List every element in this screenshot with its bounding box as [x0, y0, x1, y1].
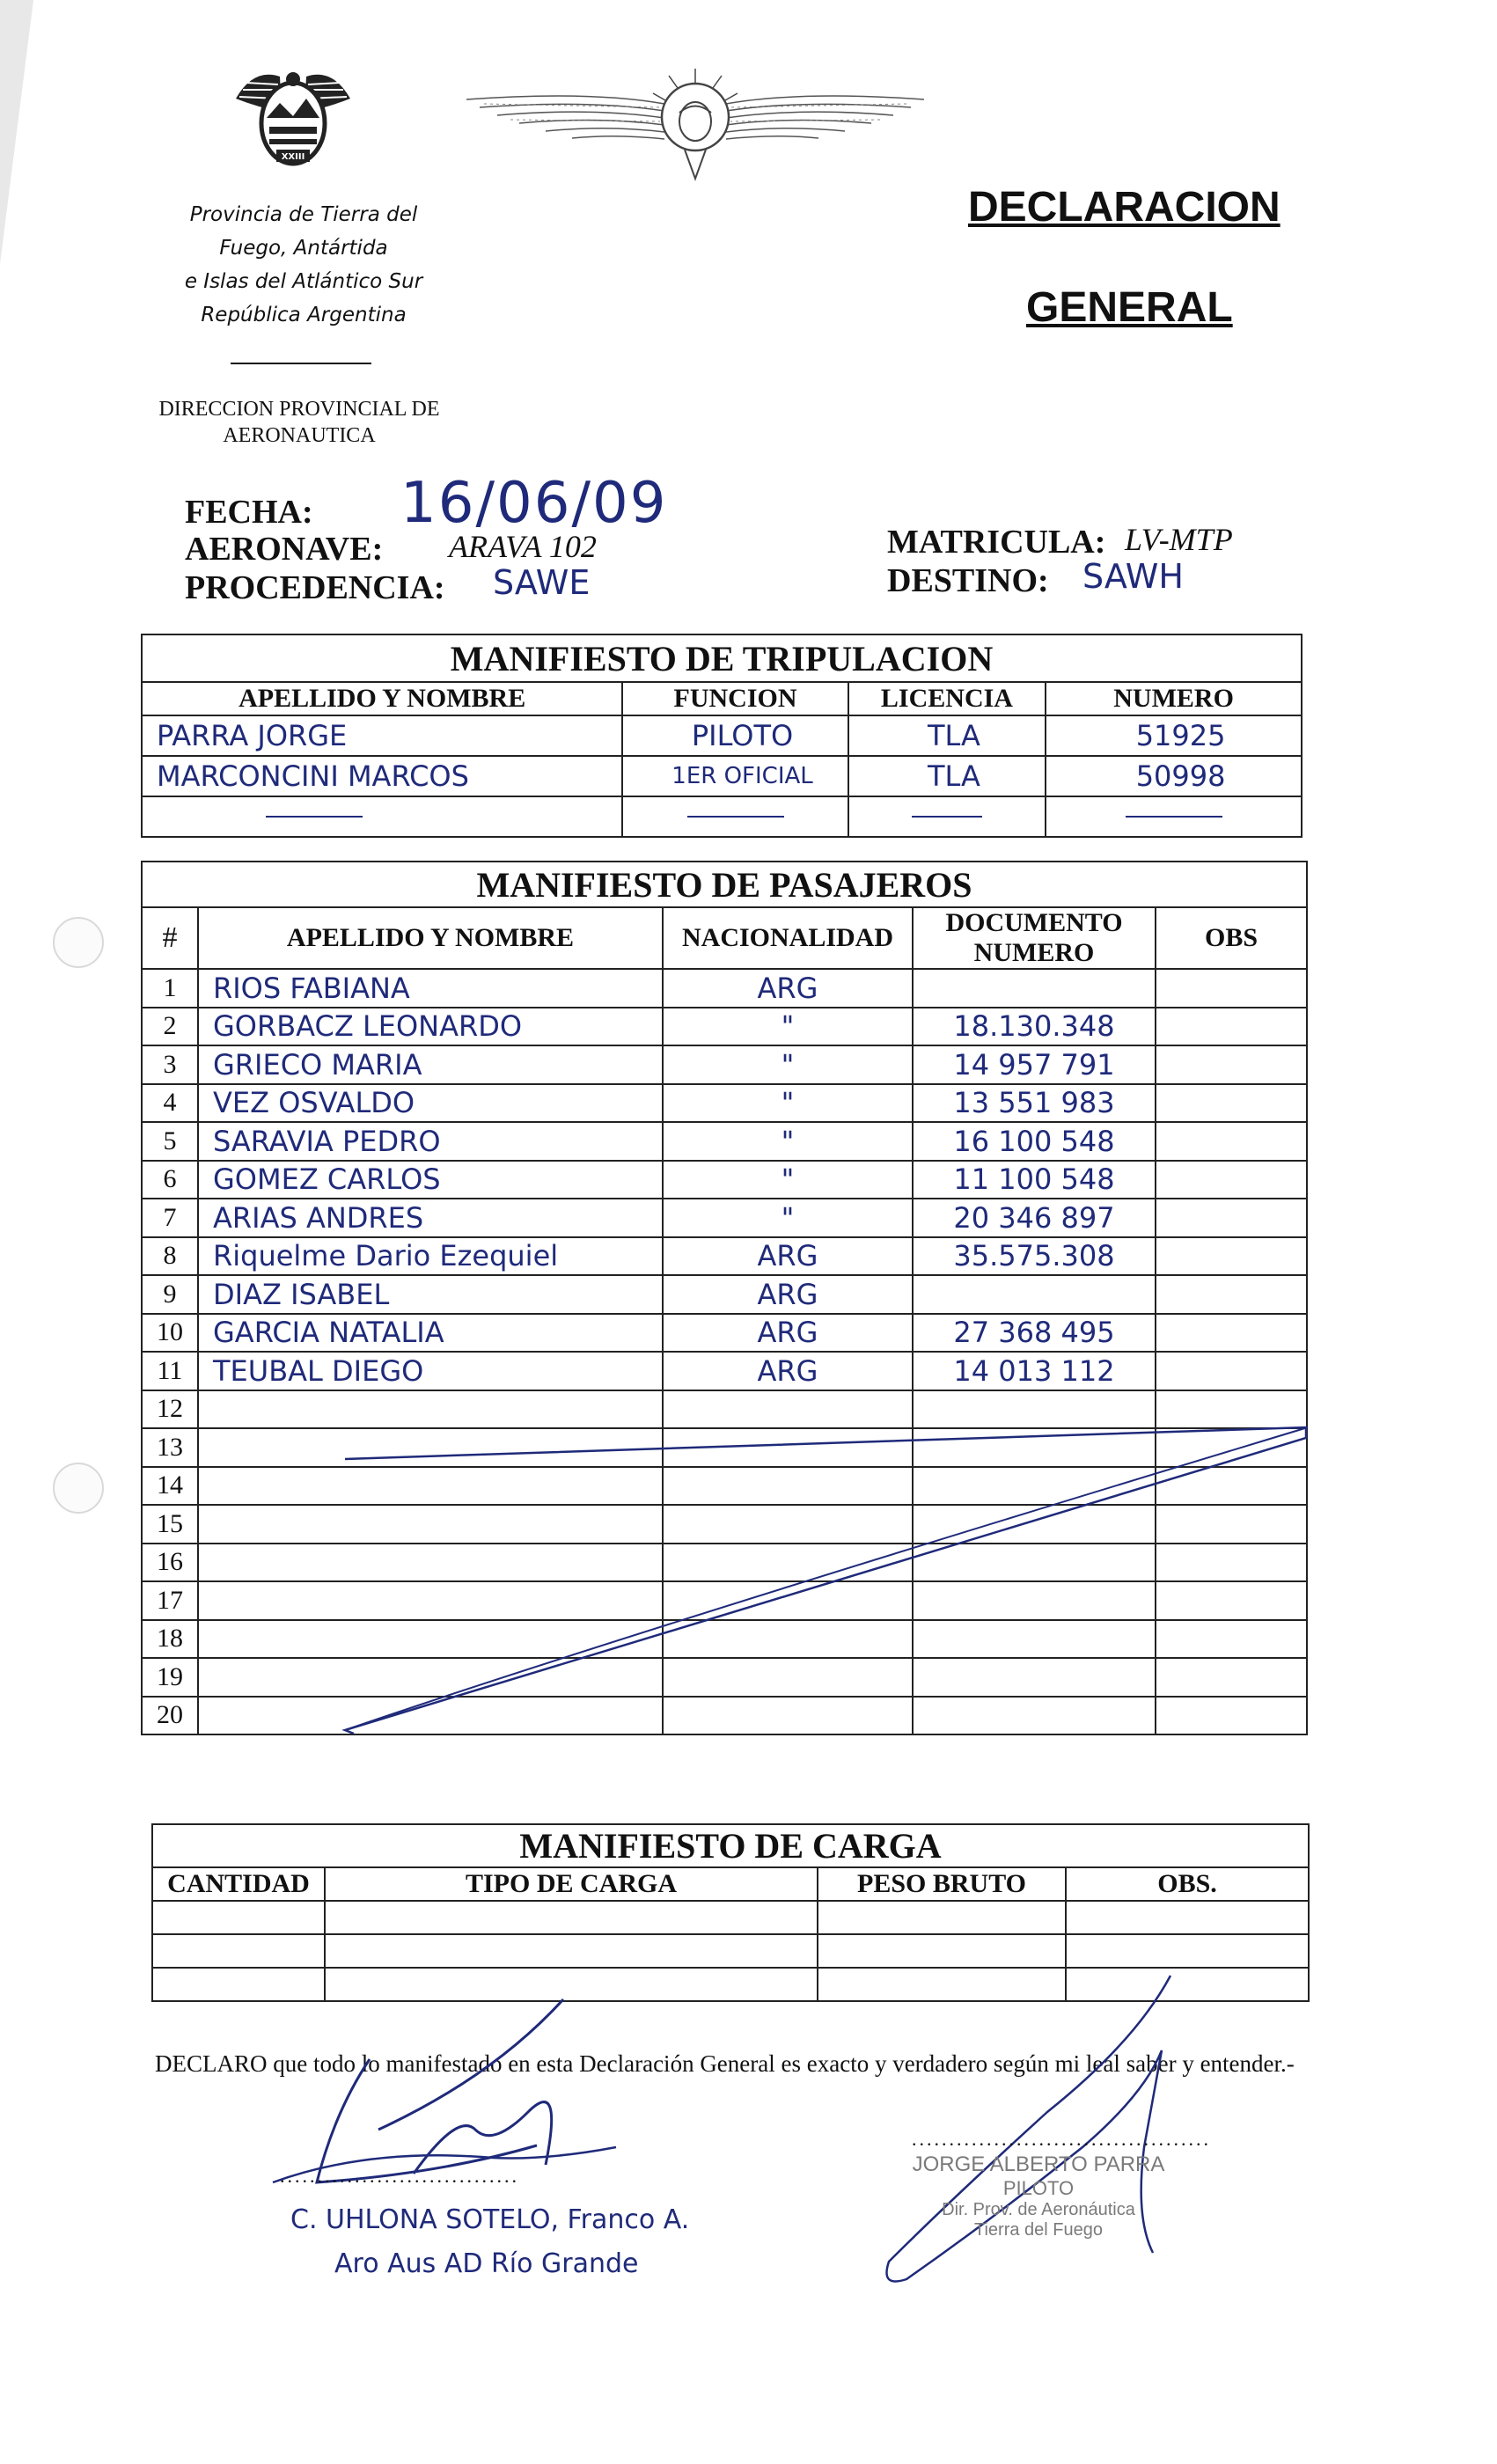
passenger-row-number: 5 — [142, 1122, 198, 1161]
svg-text:XXIII: XXIII — [281, 152, 305, 162]
passenger-documento: 11 100 548 — [913, 1161, 1156, 1199]
stamp-line: JORGE ALBERTO PARRA — [912, 2152, 1165, 2176]
passenger-documento: 18.130.348 — [913, 1008, 1156, 1046]
passenger-row-number: 18 — [142, 1620, 198, 1659]
crew-name: MARCONCINI MARCOS — [142, 756, 622, 796]
passenger-name: DIAZ ISABEL — [198, 1275, 663, 1314]
passenger-name: GRIECO MARIA — [198, 1045, 663, 1084]
passenger-documento: 35.575.308 — [913, 1237, 1156, 1276]
destino-value: SAWH — [1082, 557, 1184, 596]
aeronave-label: AERONAVE: — [185, 531, 384, 568]
aeronave-value: ARAVA 102 — [449, 529, 597, 564]
direccion-line: DIRECCION PROVINCIAL DE — [158, 398, 440, 421]
pilot-stamp — [889, 2152, 1188, 2240]
passenger-nacionalidad: " — [663, 1045, 913, 1084]
crew-header-licencia: LICENCIA — [848, 682, 1046, 715]
province-line: República Argentina — [201, 304, 407, 326]
passenger-row-number: 15 — [142, 1505, 198, 1544]
passenger-row-number: 16 — [142, 1544, 198, 1582]
cargo-header-obs: OBS. — [1066, 1867, 1309, 1901]
passenger-row-number: 20 — [142, 1697, 198, 1735]
passenger-documento: 13 551 983 — [913, 1084, 1156, 1123]
passenger-row-number: 9 — [142, 1275, 198, 1314]
province-line: e Islas del Atlántico Sur — [184, 270, 423, 293]
passenger-name: ARIAS ANDRES — [198, 1199, 663, 1237]
passenger-documento: 14 957 791 — [913, 1045, 1156, 1084]
passenger-name: GOMEZ CARLOS — [198, 1161, 663, 1199]
passenger-nacionalidad: ARG — [663, 969, 913, 1008]
passenger-nacionalidad: " — [663, 1161, 913, 1199]
passenger-table-title: MANIFIESTO DE PASAJEROS — [142, 862, 1307, 907]
left-signature-dots: ................................ — [280, 2165, 519, 2187]
matricula-value: LV-MTP — [1125, 522, 1233, 557]
passenger-row-number: 11 — [142, 1352, 198, 1390]
crew-funcion: 1ER OFICIAL — [622, 756, 848, 796]
procedencia-value: SAWE — [493, 563, 591, 602]
passenger-name: Riquelme Dario Ezequiel — [198, 1237, 663, 1276]
passenger-header-documento: DOCUMENTO NUMERO — [913, 907, 1156, 969]
passenger-row-number: 17 — [142, 1581, 198, 1620]
crew-header-name: APELLIDO Y NOMBRE — [142, 682, 622, 715]
passenger-nacionalidad: " — [663, 1122, 913, 1161]
passenger-documento: 16 100 548 — [913, 1122, 1156, 1161]
fecha-value: 16/06/09 — [400, 471, 668, 536]
passenger-documento: 14 013 112 — [913, 1352, 1156, 1390]
passenger-header-nacionalidad: NACIONALIDAD — [663, 907, 913, 969]
stamp-line: Tierra del Fuego — [974, 2220, 1103, 2240]
cargo-header-tipo: TIPO DE CARGA — [325, 1867, 818, 1901]
crew-name: PARRA JORGE — [142, 715, 622, 756]
passenger-row-number: 6 — [142, 1161, 198, 1199]
passenger-nacionalidad: ARG — [663, 1237, 913, 1276]
right-signature-dots: ........................................ — [912, 2128, 1211, 2150]
passenger-row-number: 2 — [142, 1008, 198, 1046]
crew-header-numero: NUMERO — [1046, 682, 1302, 715]
passenger-row-number: 7 — [142, 1199, 198, 1237]
declaration-text: DECLARO que todo lo manifestado en esta Declaración General es exacto y verdadero según mi leal saber y entender.- — [155, 2050, 1295, 2077]
crew-header-funcion: FUNCION — [622, 682, 848, 715]
cargo-table-title: MANIFIESTO DE CARGA — [152, 1824, 1309, 1867]
passenger-row-number: 1 — [142, 969, 198, 1008]
destino-label: DESTINO: — [887, 562, 1049, 599]
passenger-name: GORBACZ LEONARDO — [198, 1008, 663, 1046]
passenger-name: RIOS FABIANA — [198, 969, 663, 1008]
crew-licencia: TLA — [848, 715, 1046, 756]
crew-numero: 50998 — [1046, 756, 1302, 796]
stamp-line: Dir. Prov. de Aeronáutica — [942, 2200, 1135, 2219]
passenger-name: TEUBAL DIEGO — [198, 1352, 663, 1390]
passenger-row-number: 8 — [142, 1237, 198, 1276]
passenger-nacionalidad: " — [663, 1084, 913, 1123]
province-line: Provincia de Tierra del — [189, 203, 418, 226]
passenger-header-obs: OBS — [1156, 907, 1307, 969]
passenger-row-number: 4 — [142, 1084, 198, 1123]
passenger-nacionalidad: ARG — [663, 1275, 913, 1314]
passenger-header-name: APELLIDO Y NOMBRE — [198, 907, 663, 969]
passenger-name: VEZ OSVALDO — [198, 1084, 663, 1123]
cargo-header-cantidad: CANTIDAD — [152, 1867, 325, 1901]
crew-funcion: PILOTO — [622, 715, 848, 756]
passenger-nacionalidad: " — [663, 1008, 913, 1046]
passenger-nacionalidad: ARG — [663, 1352, 913, 1390]
crew-licencia: TLA — [848, 756, 1046, 796]
passenger-name: GARCIA NATALIA — [198, 1314, 663, 1353]
left-signature-title: Aro Aus AD Río Grande — [334, 2248, 639, 2279]
passenger-nacionalidad: " — [663, 1199, 913, 1237]
left-signature-name: C. UHLONA SOTELO, Franco A. — [290, 2204, 690, 2235]
passenger-name: SARAVIA PEDRO — [198, 1122, 663, 1161]
cargo-header-peso: PESO BRUTO — [818, 1867, 1066, 1901]
crew-numero: 51925 — [1046, 715, 1302, 756]
passenger-row-number: 14 — [142, 1467, 198, 1506]
matricula-label: MATRICULA: — [887, 524, 1106, 561]
passenger-header-num: # — [142, 907, 198, 969]
direccion-line: AERONAUTICA — [223, 424, 376, 447]
passenger-row-number: 10 — [142, 1314, 198, 1353]
province-line: Fuego, Antártida — [219, 237, 388, 260]
passenger-row-number: 13 — [142, 1428, 198, 1467]
passenger-row-number: 12 — [142, 1390, 198, 1429]
title-general: GENERAL — [1026, 284, 1233, 331]
crew-table-title: MANIFIESTO DE TRIPULACION — [142, 634, 1302, 682]
passenger-documento: 27 368 495 — [913, 1314, 1156, 1353]
passenger-nacionalidad: ARG — [663, 1314, 913, 1353]
passenger-row-number: 19 — [142, 1658, 198, 1697]
stamp-line: PILOTO — [1002, 2177, 1075, 2199]
fecha-label: FECHA: — [185, 494, 313, 531]
procedencia-label: PROCEDENCIA: — [185, 569, 445, 606]
passenger-documento: 20 346 897 — [913, 1199, 1156, 1237]
title-declaracion: DECLARACION — [968, 184, 1281, 231]
passenger-row-number: 3 — [142, 1045, 198, 1084]
